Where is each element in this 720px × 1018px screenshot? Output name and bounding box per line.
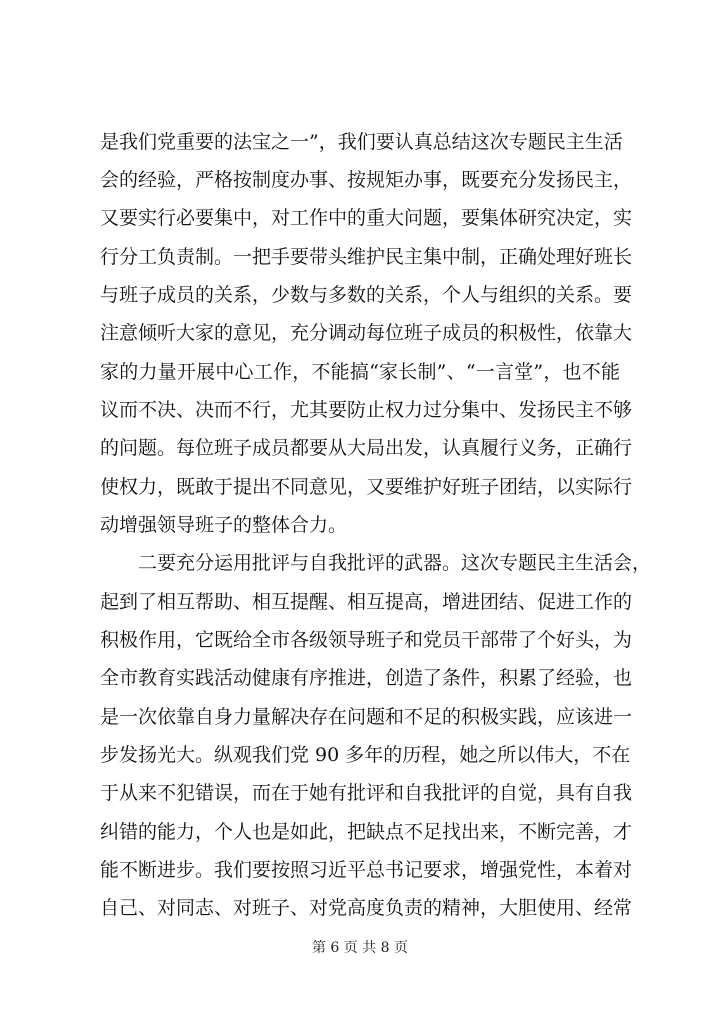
page-number-footer: 第 6 页 共 8 页: [311, 940, 409, 956]
text-line: 行分工负责制。一把手要带头维护民主集中制，正确处理好班长: [100, 246, 633, 268]
text-line: 能不断进步。我们要按照习近平总书记要求，增强党性，本着对: [100, 859, 633, 881]
text-line: 步发扬光大。纵观我们党 90 多年的历程，她之所以伟大，不在: [100, 744, 631, 766]
text-line: 起到了相互帮助、相互提醒、相互提高，增进团结、促进工作的: [100, 591, 633, 613]
text-line: 使权力，既敢于提出不同意见，又要维护好班子团结，以实际行: [100, 476, 633, 498]
text-line: 与班子成员的关系，少数与多数的关系，个人与组织的关系。要: [100, 284, 633, 306]
text-line: 是一次依靠自身力量解决存在问题和不足的积极实践，应该进一: [100, 706, 633, 728]
text-line: 又要实行必要集中，对工作中的重大问题，要集体研究决定，实: [100, 207, 633, 229]
paragraph-first-line: 二要充分运用批评与自我批评的武器。这次专题民主生活会，: [138, 552, 652, 574]
text-line: 的问题。每位班子成员都要从大局出发，认真履行义务，正确行: [100, 437, 633, 459]
text-line: 议而不决、决而不行，尤其要防止权力过分集中、发扬民主不够: [100, 399, 633, 421]
text-line: 纠错的能力，个人也是如此，把缺点不足找出来，不断完善，才: [100, 821, 633, 843]
text-line: 是我们党重要的法宝之一”，我们要认真总结这次专题民主生活: [100, 131, 623, 153]
text-line: 注意倾听大家的意见，充分调动每位班子成员的积极性，依靠大: [100, 322, 633, 344]
text-line: 全市教育实践活动健康有序推进，创造了条件，积累了经验，也: [100, 667, 633, 689]
text-line: 自己、对同志、对班子、对党高度负责的精神，大胆使用、经常: [100, 897, 633, 919]
text-line: 动增强领导班子的整体合力。: [100, 514, 348, 536]
text-line: 积极作用，它既给全市各级领导班子和党员干部带了个好头，为: [100, 629, 633, 651]
text-line: 于从来不犯错误，而在于她有批评和自我批评的自觉，具有自我: [100, 782, 633, 804]
text-line: 家的力量开展中心工作，不能搞“家长制”、“一言堂”，也不能: [100, 361, 620, 383]
text-line: 会的经验，严格按制度办事、按规矩办事，既要充分发扬民主，: [100, 169, 633, 191]
